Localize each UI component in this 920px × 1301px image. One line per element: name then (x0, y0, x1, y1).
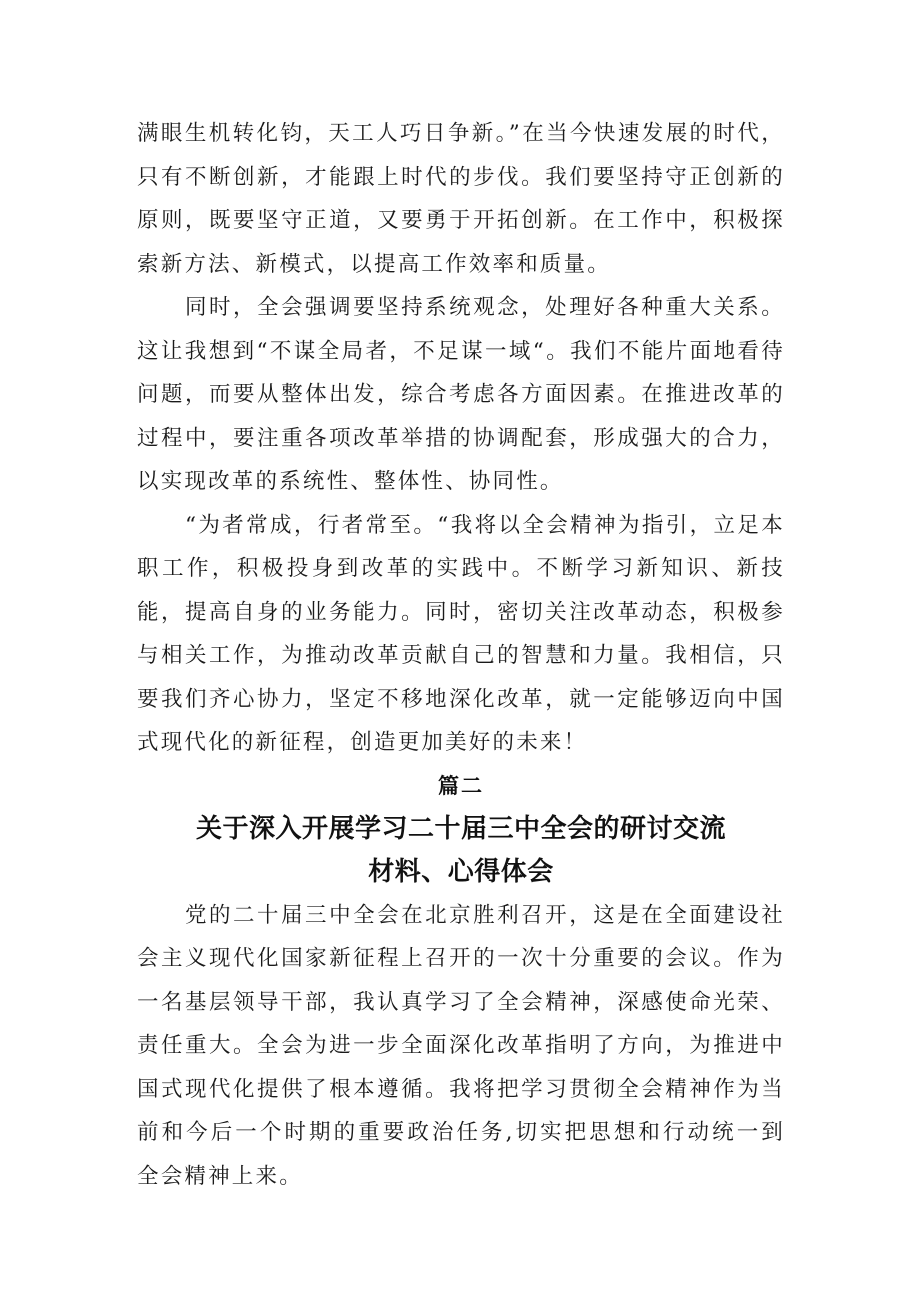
paragraph-system-concept: 同时，全会强调要坚持系统观念，处理好各种重大关系。这让我想到“不谋全局者，不足谋一域“。我们不能片面地看待问题，而要从整体出发，综合考虑各方面因素。在推进改革的过程中，要注重各项改革举措的协调配套，形成强大的合力，以实现改革的系统性、整体性、协同性。 (137, 295, 785, 494)
document-body (137, 112, 785, 1198)
article-title (137, 808, 785, 894)
article-title-line-2: 材料、心得体会 (368, 856, 554, 887)
paragraph-opening: 党的二十届三中全会在北京胜利召开，这是在全面建设社会主义现代化国家新征程上召开的一次十分重要的会议。作为一名基层领导干部，我认真学习了全会精神，深感使命光荣、责任重大。全会为进一步全面深化改革指明了方向，为推进中国式现代化提供了根本遵循。我将把学习贯彻全会精神作为当前和今后一个时期的重要政治任务,切实把思想和行动统一到全会精神上来。 (137, 902, 785, 1189)
section-label: 篇二 (438, 773, 484, 798)
paragraph-action-pledge: “为者常成，行者常至。“我将以全会精神为指引，立足本职工作，积极投身到改革的实践中。不断学习新知识、新技能，提高自身的业务能力。同时，密切关注改革动态，积极参与相关工作，为推动改革贡献自己的智慧和力量。我相信，只要我们齐心协力，坚定不移地深化改革，就一定能够迈向中国式现代化的新征程，创造更加美好的未来！ (137, 512, 785, 755)
paragraph-continuation: 满眼生机转化钧，天工人巧日争新。”在当今快速发展的时代，只有不断创新，才能跟上时代的步伐。我们要坚持守正创新的原则，既要坚守正道，又要勇于开拓创新。在工作中，积极探索新方法、新模式，以提高工作效率和质量。 (137, 121, 785, 277)
article-title-line-1: 关于深入开展学习二十届三中全会的研讨交流 (195, 813, 726, 844)
